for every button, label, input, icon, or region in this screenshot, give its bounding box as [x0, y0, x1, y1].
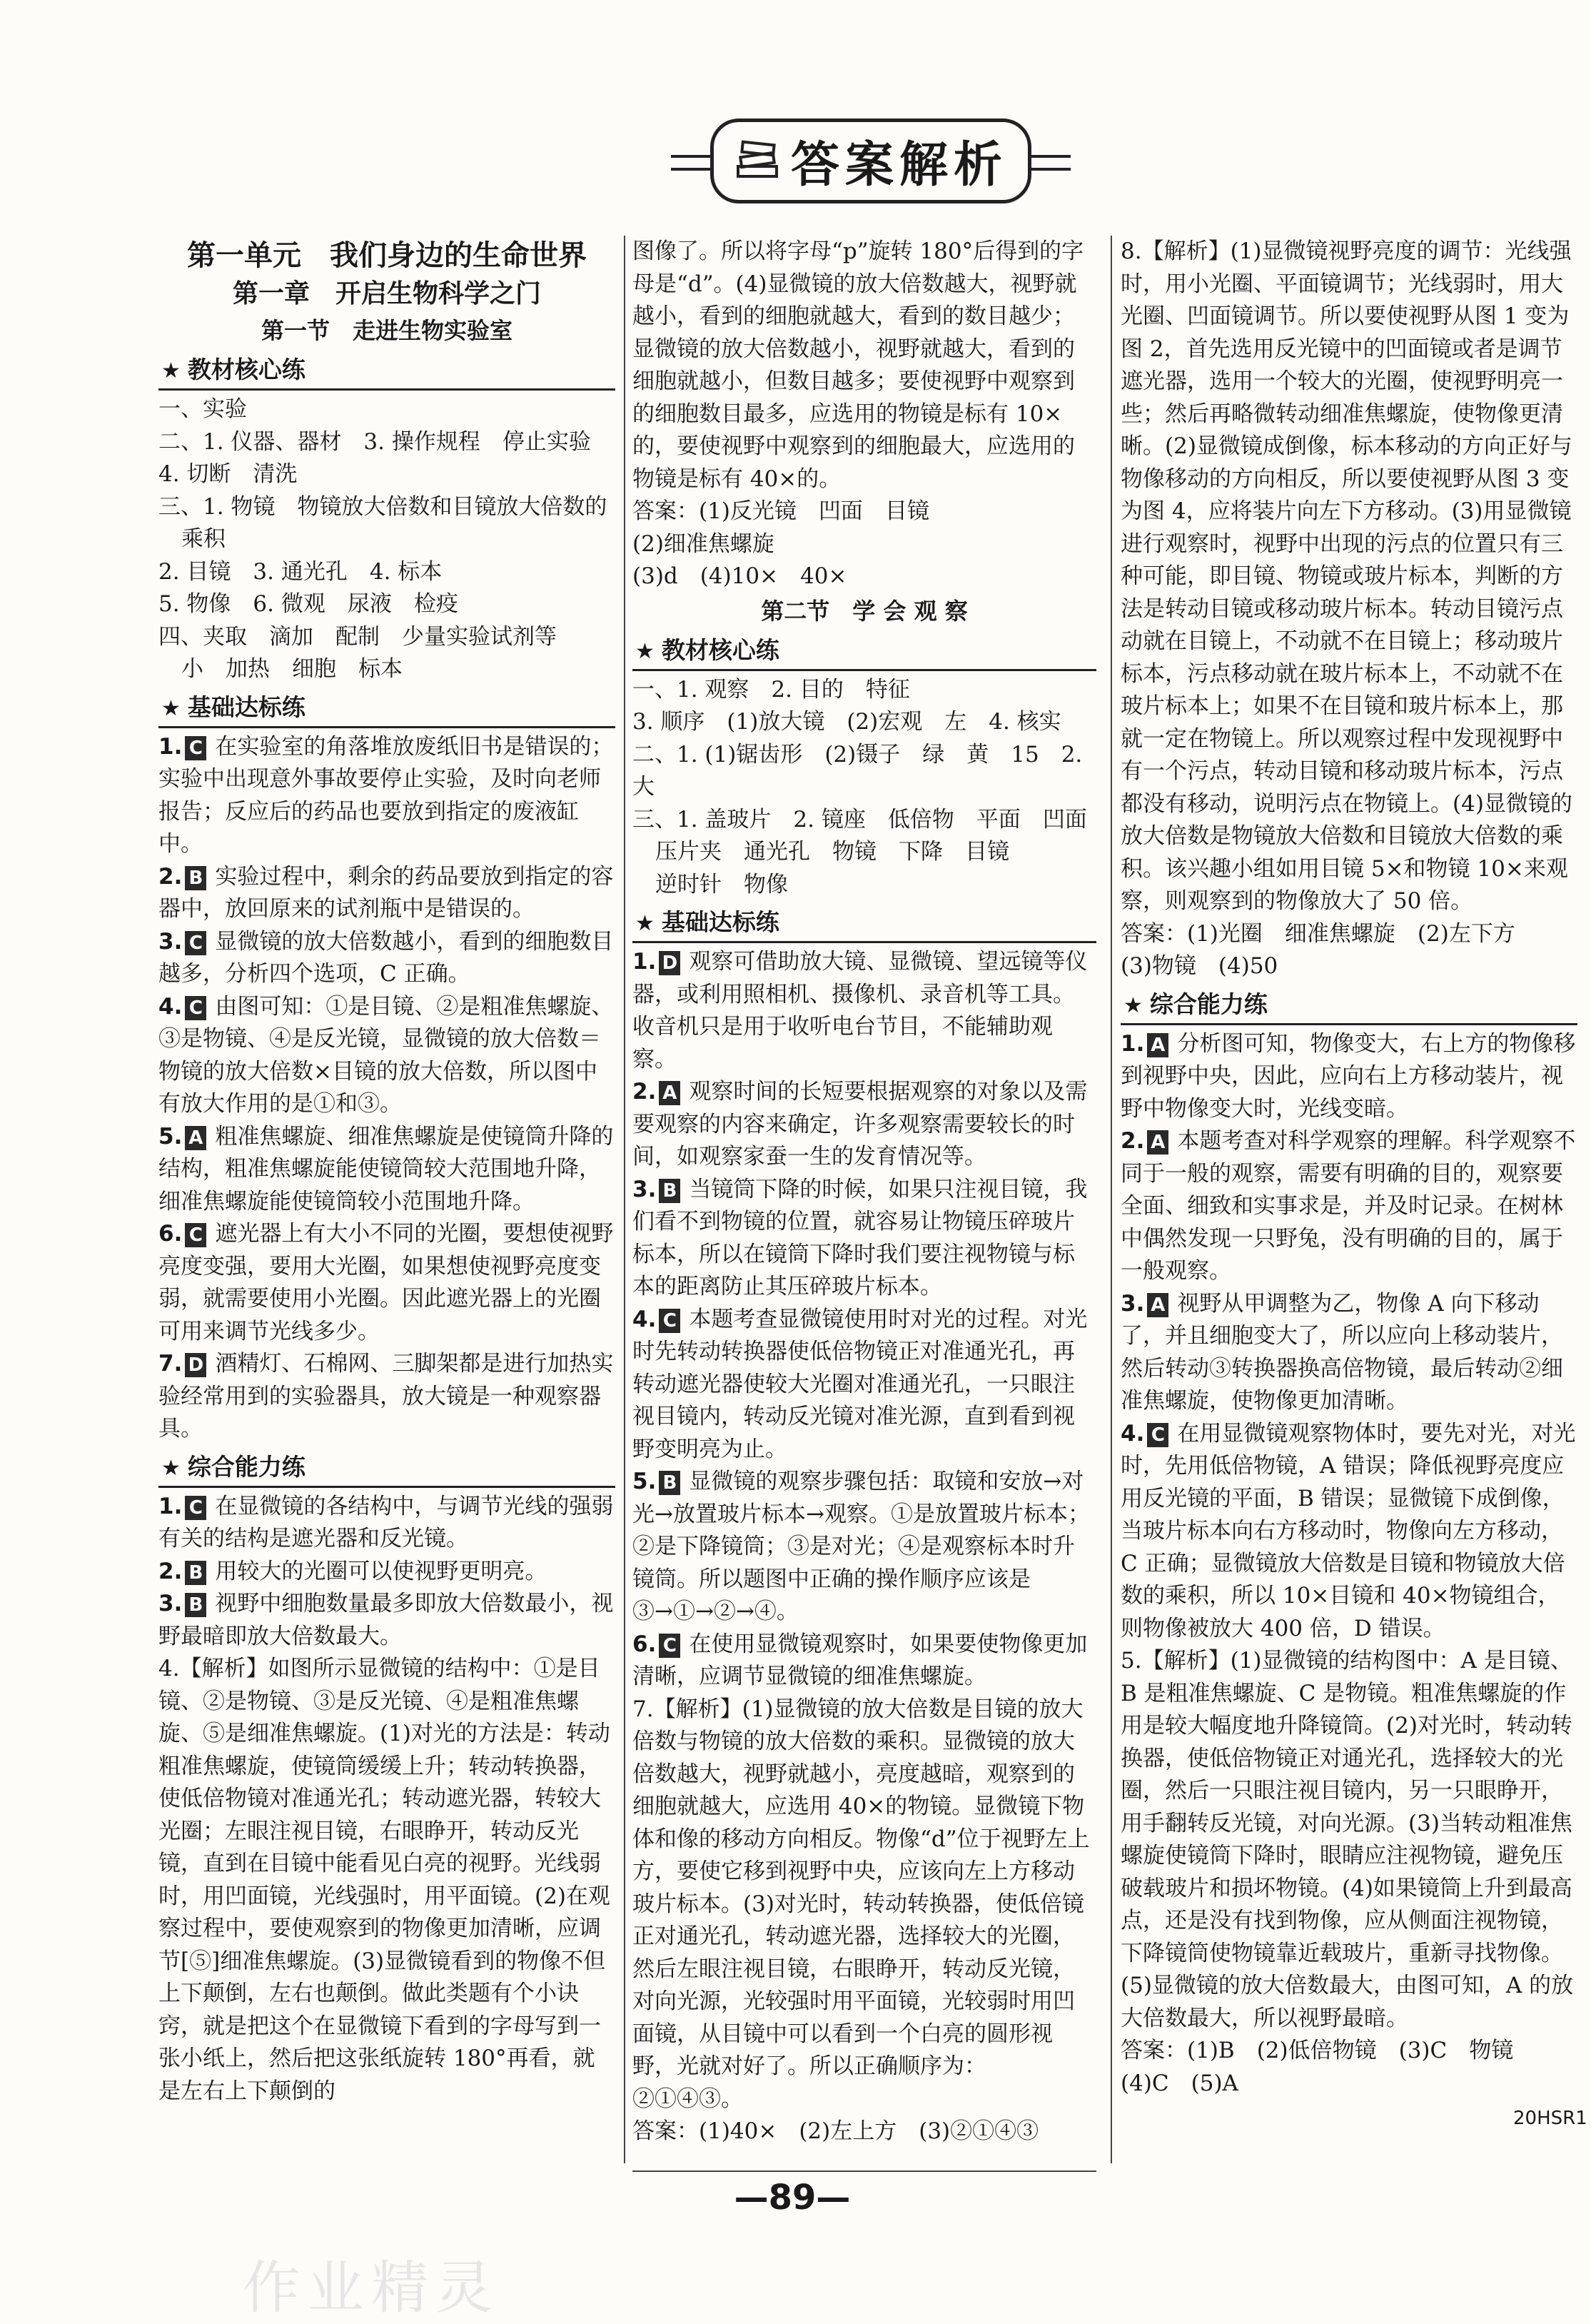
answer-badge: C: [185, 736, 206, 760]
answer-item: 2. A 观察时间的长短要根据观察的对象以及需要观察的内容来确定，许多观察需要较长的时间，如观察家蚕一生的发育情况等。: [632, 1079, 1088, 1169]
section-title: 第二节 学 会 观 察: [761, 597, 968, 625]
answer-badge: C: [185, 996, 206, 1020]
answer-line: 答案：(1)40× (2)左上方 (3)②①④③: [632, 2118, 1039, 2144]
column-divider: [1111, 236, 1112, 2163]
answer-line: 压片夹 通光孔 物镜 下降 目镜: [655, 839, 1009, 865]
answer-item: 4. C 本题考查显微镜使用时对光的过程。对光时先转动转换器使低倍物镜正对准通光孔，再转动遮光器使较大光圈对准通光孔，一只眼注视目镜内，转动反光镜对准光源，直到看到视野变明亮为止。: [632, 1306, 1088, 1462]
answer-badge: A: [1147, 1130, 1168, 1155]
answer-item: 3. B 当镜筒下降的时候，如果只注视目镜，我们看不到物镜的位置，就容易让物镜压碎玻片标本，所以在镜筒下降时我们要注视物镜与标本的距离防止其压碎玻片标本。: [632, 1176, 1088, 1299]
answer-line: 4. 切断 清洗: [158, 461, 298, 487]
answer-line: 二、1. 仪器、器材 3. 操作规程 停止实验: [158, 428, 591, 455]
answer-line: 二、1. (1)锯齿形 (2)镊子 绿 黄 15 2. 大: [632, 741, 1083, 800]
analysis-paragraph: 8.【解析】(1)显微镜视野亮度的调节：光线强时，用小光圈、平面镜调节；光线弱时，用大光圈、凹面镜调节。所以要使视野从图 1 变为图 2，首先选用反光镜中的凹面镜或者是调节遮光器，选用一个较大的光圈，使视野明亮一些；然后再略微转动细准焦螺旋，使物像更清晰。(2)显微镜成倒像，标本移动的方向正好与物像移动的方向相反，所以要使视野从图 3 变为图 4，应将装片向左下方移动。(3)用显微镜进行观察时，视野中出现的污点的位置只有三种可能，即目镜、物镜或玻片标本，判断的方法是转动目镜或移动玻片标本。转动目镜污点动就在目镜上，不动就不在目镜上；移动玻片标本，污点移动就在玻片标本上，不动就不在玻片标本上；如果不在目镜和玻片标本上，那就一定在物镜上。所以观察过程中发现视野中有一个污点，转动目镜和移动玻片标本，污点都没有移动，说明污点在物镜上。(4)显微镜的放大倍数是物镜放大倍数和目镜放大倍数的乘积。该兴趣小组如用目镜 5×和物镜 10×来观察，则观察到的物像放大了 50 倍。: [1121, 238, 1572, 914]
answer-badge: B: [659, 1471, 680, 1495]
answer-line: 5. 物像 6. 微观 尿液 检疫: [158, 591, 458, 617]
column-3: [1121, 236, 1577, 2100]
answer-badge: B: [659, 1179, 680, 1203]
star-icon: ★: [161, 695, 181, 721]
answer-item: 5. B 显微镜的观察步骤包括：取镜和安放→对光→放置玻片标本→观察。①是放置玻片标本；②是下降镜筒；③是对光；④是观察标本时升镜筒。所以题图中正确的操作顺序应该是③→①→②→④。: [632, 1469, 1090, 1624]
answer-item: 7. D 酒精灯、石棉网、三脚架都是进行加热实验经常用到的实验器具，放大镜是一种观察器具。: [158, 1351, 614, 1442]
book-stack-icon: [734, 139, 781, 182]
answer-line: (2)细准焦螺旋: [632, 530, 774, 557]
answer-line: (3)物镜 (4)50: [1121, 953, 1278, 979]
answer-line: 一、实验: [158, 396, 247, 422]
answer-line: 答案：(1)B (2)低倍物镜 (3)C 物镜: [1121, 2038, 1514, 2063]
answer-badge: B: [185, 866, 206, 890]
subsection-heading: ★ 教材核心练: [158, 353, 615, 391]
footer-rule: [632, 2170, 1096, 2172]
answer-line: (3)d (4)10× 40×: [632, 563, 847, 589]
answer-item: 4. C 由图可知：①是目镜、②是粗准焦螺旋、③是物镜、④是反光镜，显微镜的放大倍数＝物镜的放大倍数×目镜的放大倍数，所以图中有放大作用的是①和③。: [158, 993, 614, 1117]
column-divider: [624, 236, 625, 2163]
watermark: 作业精灵: [243, 2255, 500, 2321]
page-title: 答案解析: [790, 136, 1008, 193]
star-icon: ★: [161, 1455, 181, 1481]
print-code: 20HSR1: [1513, 2108, 1587, 2129]
answer-item: 6. C 遮光器上有大小不同的光圈，要想使视野亮度变强，要用大光圈，如果想使视野亮度变弱，就需要使用小光圈。因此遮光器上的光圈可用来调节光线多少。: [158, 1221, 614, 1344]
answer-badge: C: [659, 1309, 680, 1333]
answer-item: 1. A 分析图可知，物像变大，右上方的物像移到视野中央，因此，应向右上方移动装片，视野中物像变大时，光线变暗。: [1121, 1030, 1576, 1122]
answer-item: 2. B 实验过程中，剩余的药品要放到指定的容器中，放回原来的试剂瓶中是错误的。: [158, 863, 614, 922]
answer-item: 1. C 在实验室的角落堆放废纸旧书是错误的；实验中出现意外事故要停止实验，及时向老师报告；反应后的药品也要放到指定的废液缸中。: [158, 733, 614, 857]
section-title: 第一节 走进生物实验室: [261, 317, 512, 344]
answer-badge: D: [659, 951, 680, 975]
answer-badge: B: [185, 1561, 206, 1585]
answer-item: 5. A 粗准焦螺旋、细准焦螺旋是使镜筒升降的结构，粗准焦螺旋能使镜筒较大范围地升降，细准焦螺旋能使镜筒较小范围地升降。: [158, 1123, 614, 1214]
answer-line: 答案：(1)光圈 细准焦螺旋 (2)左下方: [1121, 920, 1515, 947]
answer-badge: C: [659, 1634, 680, 1658]
answer-line: 小 加热 细胞 标本: [181, 656, 403, 682]
analysis-paragraph: 图像了。所以将字母“p”旋转 180°后得到的字母是“d”。(4)显微镜的放大倍数越大，视野就越小，看到的细胞就越大，看到的数目越少；显微镜的放大倍数越小，视野就越大，看到的细胞就越小，但数目越多；要使视野中观察到的细胞数目最多，应选用的物镜是标有 10×的，要使视野中观察到的细胞最大，应选用的物镜是标有 40×的。: [632, 238, 1084, 492]
answer-badge: C: [185, 1223, 206, 1247]
answer-badge: A: [1147, 1293, 1168, 1317]
answer-line: 三、1. 盖玻片 2. 镜座 低倍物 平面 凹面: [632, 806, 1087, 832]
unit-title: 第一单元 我们身边的生命世界: [187, 239, 587, 272]
answer-item: 6. C 在使用显微镜观察时，如果要使物像更加清晰，应调节显微镜的细准焦螺旋。: [632, 1631, 1088, 1689]
answer-badge: A: [185, 1126, 206, 1150]
subsection-heading: ★ 基础达标练: [632, 905, 1096, 943]
answer-item: 3. B 视野中细胞数量最多即放大倍数最小，视野最暗即放大倍数最大。: [158, 1591, 614, 1649]
answer-line: 逆时针 物像: [655, 871, 788, 897]
column-2: [632, 236, 1096, 2148]
subsection-heading: ★ 教材核心练: [632, 633, 1096, 671]
star-icon: ★: [635, 911, 655, 936]
chapter-title: 第一章 开启生物科学之门: [232, 279, 541, 308]
answer-item: 1. D 观察可借助放大镜、显微镜、望远镜等仪器，或利用照相机、摄像机、录音机等工具。收音机只是用于收听电台节目，不能辅助观察。: [632, 949, 1088, 1072]
subsection-heading: ★ 基础达标练: [158, 690, 615, 728]
answer-item: 1. C 在显微镜的各结构中，与调节光线的强弱有关的结构是遮光器和反光镜。: [158, 1493, 614, 1551]
star-icon: ★: [1123, 992, 1143, 1018]
answer-item: 2. A 本题考查对科学观察的理解。科学观察不同于一般的观察，需要有明确的目的，观察要全面、细致和实事求是，并及时记录。在树林中偶然发现一只野兔，没有明确的目的，属于一般观察。: [1121, 1128, 1576, 1284]
answer-badge: C: [185, 1496, 206, 1520]
analysis-paragraph: 5.【解析】(1)显微镜的结构图中：A 是目镜、B 是粗准焦螺旋、C 是物镜。粗准焦螺旋的作用是较大幅度地升降镜筒。(2)对光时，转动转换器，使低倍物镜正对通光孔，选择较大的光圈，然后一只眼注视目镜内，另一只眼睁开，用手翻转反光镜，对向光源。(3)当转动粗准焦螺旋使镜筒下降时，眼睛应注视物镜，避免压破载玻片和损坏物镜。(4)如果镜筒上升到最高点，还是没有找到物像，应从侧面注视物镜，下降镜筒使物镜靠近载玻片，重新寻找物像。(5)显微镜的放大倍数最大，由图可知，A 的放大倍数最大，所以视野最暗。: [1121, 1648, 1574, 2031]
answer-line: 乘积: [181, 526, 226, 552]
answer-badge: D: [185, 1353, 206, 1377]
star-icon: ★: [161, 358, 181, 383]
answer-line: 一、1. 观察 2. 目的 特征: [632, 676, 910, 703]
answer-line: 三、1. 物镜 物镜放大倍数和目镜放大倍数的: [158, 493, 607, 520]
page-number: —89—: [734, 2178, 851, 2218]
analysis-paragraph: 7.【解析】(1)显微镜的放大倍数是目镜的放大倍数与物镜的放大倍数的乘积。显微镜的放大倍数越大，视野就越小，亮度越暗，观察到的细胞就越大，应选用 40×的物镜。显微镜下物体和像的移动方向相反。物像“d”位于视野左上方，要使它移到视野中央，应该向左上方移动玻片标本。(3)对光时，转动转换器，使低倍镜正对通光孔，转动遮光器，选择较大的光圈，然后左眼注视目镜，右眼睁开，转动反光镜，对向光源，光较强时用平面镜，光较弱时用凹面镜，从目镜中可以看到一个白亮的圆形视野，光就对好了。所以正确顺序为：②①④③。: [632, 1696, 1090, 2112]
answer-item: 4. C 在用显微镜观察物体时，要先对光，对光时，先用低倍物镜，A 错误；降低视野亮度应用反光镜的平面，B 错误；显微镜下成倒像，当玻片标本向右方移动时，物像向左方移动，C 正确；显微镜放大倍数是目镜和物镜放大倍数的乘积，所以 10×目镜和 40×物镜组合，则物像被放大 400 倍，D 错误。: [1121, 1420, 1576, 1641]
answer-item: 3. C 显微镜的放大倍数越小，看到的细胞数目越多，分析四个选项，C 正确。: [158, 928, 614, 987]
answer-badge: A: [1147, 1033, 1168, 1057]
subsection-heading: ★ 综合能力练: [158, 1450, 615, 1488]
analysis-paragraph: 4.【解析】如图所示显微镜的结构中：①是目镜、②是物镜、③是反光镜、④是粗准焦螺旋、⑤是细准焦螺旋。(1)对光的方法是：转动粗准焦螺旋，使镜筒缓缓上升；转动转换器，使低倍物镜对准通光孔；转动遮光器，转较大光圈；左眼注视目镜，右眼睁开，转动反光镜，直到在目镜中能看见白亮的视野。光线弱时，用凹面镜，光线强时，用平面镜。(2)在观察过程中，要使观察到的物像更加清晰，应调节[⑤]细准焦螺旋。(3)显微镜看到的物像不但上下颠倒，左右也颠倒。做此类题有个小诀窍，就是把这个在显微镜下看到的字母写到一张小纸上，然后把这张纸旋转 180°再看，就是左右上下颠倒的: [158, 1656, 610, 2104]
answer-item: 2. B 用较大的光圈可以使视野更明亮。: [158, 1558, 547, 1584]
answer-badge: B: [185, 1593, 206, 1617]
answer-line: 2. 目镜 3. 通光孔 4. 标本: [158, 558, 443, 585]
column-1: [158, 236, 615, 2108]
answer-badge: C: [1147, 1423, 1168, 1447]
answer-line: 答案：(1)反光镜 凹面 目镜: [632, 498, 929, 524]
header-pill: [710, 119, 1031, 203]
answer-badge: C: [185, 931, 206, 955]
answer-line: 四、夹取 滴加 配制 少量实验试剂等: [158, 623, 557, 650]
star-icon: ★: [635, 638, 655, 664]
page-header: [671, 125, 1071, 196]
answer-line: 3. 顺序 (1)放大镜 (2)宏观 左 4. 核实: [632, 709, 1061, 735]
answer-line: (4)C (5)A: [1121, 2070, 1238, 2096]
answer-badge: A: [659, 1081, 680, 1105]
answer-item: 3. A 视野从甲调整为乙，物像 A 向下移动了，并且细胞变大了，所以应向上移动装片，然后转动③转换器换高倍物镜，最后转动②细准焦螺旋，使物像更加清晰。: [1121, 1290, 1563, 1414]
subsection-heading: ★ 综合能力练: [1121, 987, 1577, 1025]
